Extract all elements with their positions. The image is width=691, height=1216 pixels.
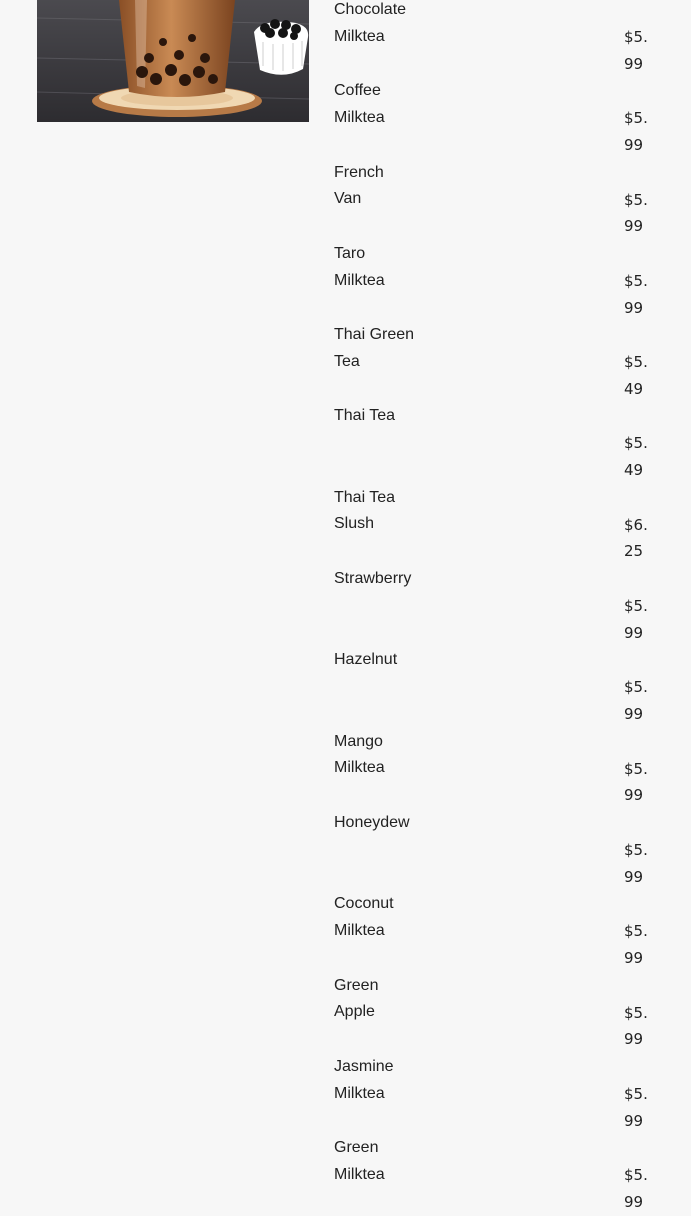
menu-item-name: Chocolate Milktea [334, 1, 407, 45]
menu-item-price: $5. 99 [624, 109, 648, 154]
menu-item-price: $5. 99 [624, 271, 648, 317]
menu-item-name: Green Milktea [334, 1139, 385, 1183]
menu-item-price: $6. 25 [624, 515, 648, 561]
menu-item-price: $5. 99 [624, 597, 648, 642]
menu-item-name: Jasmine Milktea [334, 1057, 394, 1102]
bubble-tea-illustration [37, 0, 309, 122]
menu-item-name: Thai Tea Slush [334, 488, 396, 533]
menu-item-price: $5. 99 [624, 922, 648, 967]
menu-item-price: $5. 99 [624, 678, 648, 724]
menu-item-name: French Van [334, 163, 384, 208]
menu-item-price: $5. 99 [624, 1166, 648, 1211]
menu-item-name: Thai Tea [334, 407, 396, 425]
menu-item-name: Honeydew [334, 813, 410, 831]
menu-item-name: Thai Green Tea [334, 326, 415, 370]
menu-item-price: $5. 99 [624, 1084, 648, 1130]
menu-item-name: Green Apple [334, 976, 379, 1021]
menu-item-name: Mango Milktea [334, 732, 385, 777]
menu-item-name: Taro Milktea [334, 244, 385, 289]
menu-item-name: Hazelnut [334, 651, 398, 669]
menu-name-column [334, 0, 454, 1216]
menu-item-price: $5. 99 [624, 190, 648, 236]
menu-item-name: Coffee Milktea [334, 82, 385, 126]
menu-item-price: $5. 99 [624, 1003, 648, 1049]
menu-price-column [624, 0, 654, 1216]
menu-item-price: $5. 49 [624, 353, 648, 398]
menu-item-price: $5. 99 [624, 759, 648, 805]
menu-item-price: $5. 99 [624, 840, 648, 886]
bubble-tea-photo [37, 0, 309, 122]
menu-item-price: $5. 99 [624, 28, 648, 73]
menu-item-name: Strawberry [334, 570, 412, 588]
menu-item-price: $5. 49 [624, 434, 648, 480]
menu-item-name: Coconut Milktea [334, 895, 394, 939]
